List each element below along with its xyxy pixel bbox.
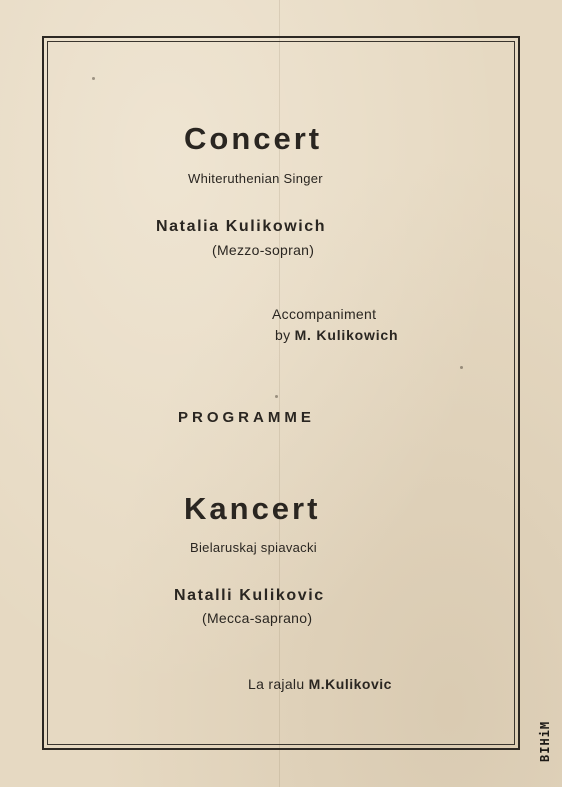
kancert-accompaniment-label: La rajalu bbox=[248, 676, 305, 692]
archive-watermark: BIHiM bbox=[538, 720, 552, 762]
kancert-subtitle: Bielaruskaj spiavacki bbox=[190, 540, 317, 555]
accompaniment-by: by bbox=[275, 327, 291, 343]
concert-subtitle: Whiteruthenian Singer bbox=[188, 171, 323, 186]
kancert-title: Kancert bbox=[184, 491, 321, 526]
concert-voice-type: (Mezzo-sopran) bbox=[212, 242, 315, 258]
concert-singer-name: Natalia Kulikowich bbox=[156, 218, 327, 235]
ink-speck bbox=[460, 366, 463, 369]
concert-title: Concert bbox=[184, 121, 323, 156]
ink-speck bbox=[275, 395, 278, 398]
accompaniment-by-line bbox=[275, 327, 398, 343]
accompanist-name: M. Kulikowich bbox=[294, 327, 399, 343]
kancert-singer-name: Natalli Kulikovic bbox=[174, 587, 325, 604]
kancert-accompaniment-line bbox=[248, 676, 392, 692]
kancert-accompanist-name: M.Kulikovic bbox=[308, 676, 392, 692]
programme-heading: PROGRAMME bbox=[178, 409, 315, 426]
ink-speck bbox=[92, 77, 95, 80]
accompaniment-label: Accompaniment bbox=[272, 306, 377, 322]
kancert-voice-type: (Mecca-saprano) bbox=[202, 610, 313, 626]
